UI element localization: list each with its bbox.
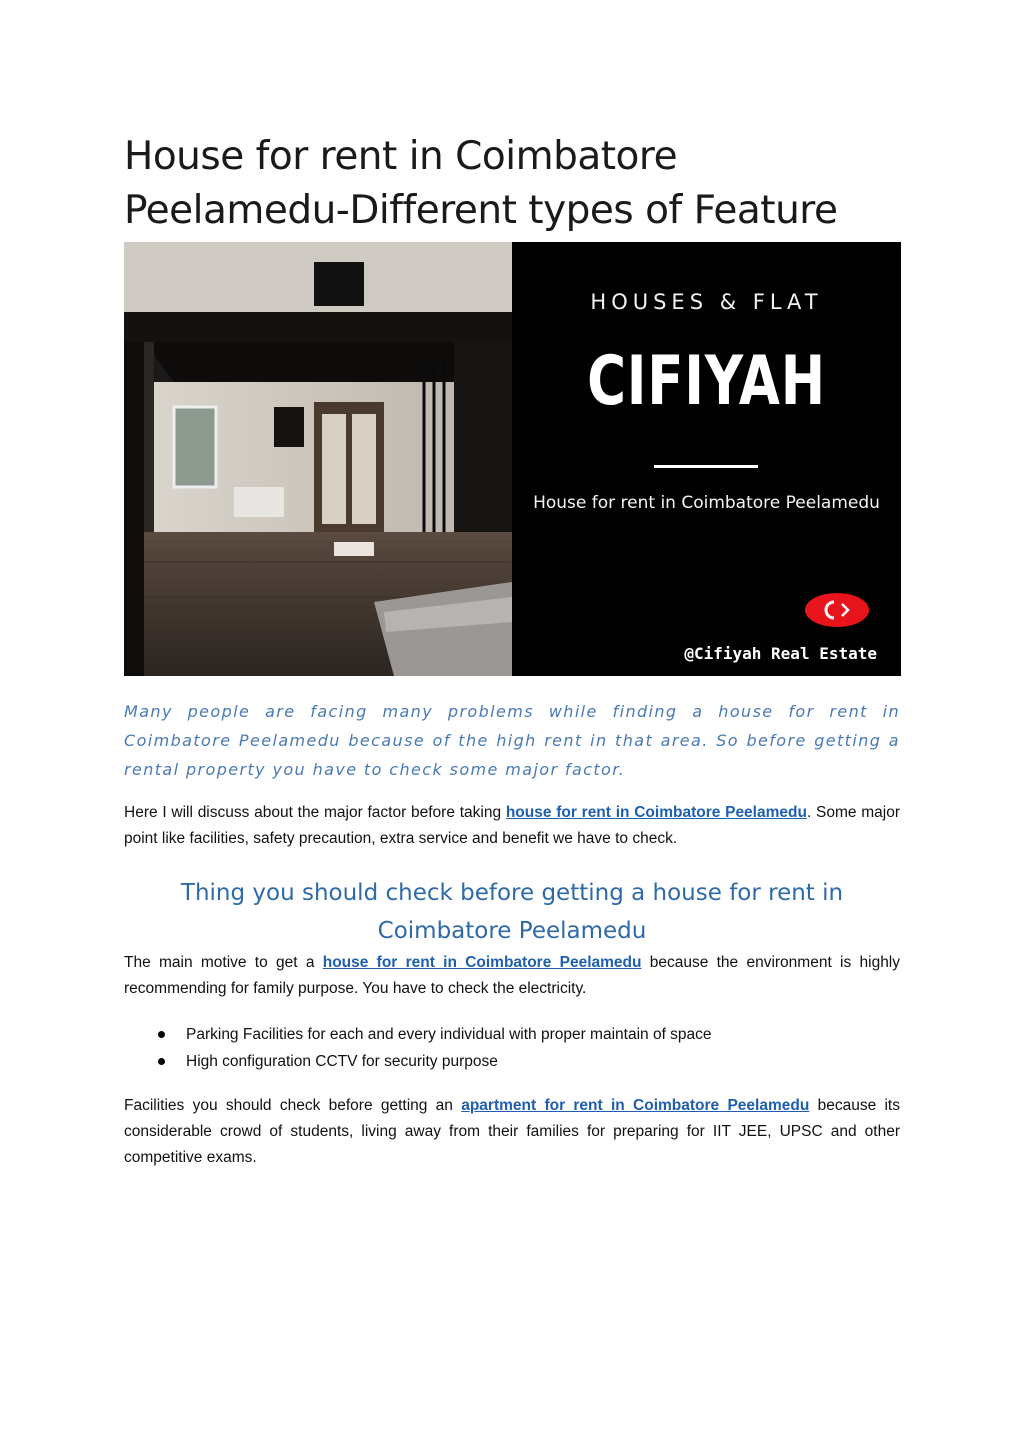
banner-divider <box>654 465 758 468</box>
cifiyah-logo-icon <box>804 592 870 628</box>
hero-image <box>124 242 901 676</box>
paragraph-text: because the environment is highly recommending for family purpose. You have to check the electricity. <box>124 954 901 997</box>
apartment-for-rent-link[interactable]: apartment for rent in Coimbatore Peelamedu <box>461 1097 810 1114</box>
list-item <box>124 1048 900 1075</box>
intro-paragraph: Many people are facing many problems while finding a house for rent in Coimbatore Peelamedu because of the high rent in that area. So before getting a rental property you have to check some major factor. <box>124 702 900 779</box>
paragraph-text: The main motive to get a <box>124 954 323 971</box>
paragraph-text: . Some major point like facilities, safety precaution, extra service and benefit we have to check. <box>124 804 901 847</box>
feature-list <box>124 1021 900 1075</box>
paragraph-text: because its considerable crowd of students, living away from their families for preparing for IIT JEE, UPSC and other competitive exams. <box>124 1097 900 1166</box>
paragraph-facilities <box>124 1093 900 1171</box>
bullet-icon <box>158 1031 165 1038</box>
list-item-text: Parking Facilities for each and every individual with proper maintain of space <box>186 1026 712 1043</box>
banner-kicker: HOUSES & FLAT <box>590 290 823 314</box>
banner-handle: @Cifiyah Real Estate <box>684 644 877 663</box>
section-heading: Thing you should check before getting a house for rent in Coimbatore Peelamedu <box>180 880 844 944</box>
paragraph-factors <box>124 800 900 852</box>
list-item-text: High configuration CCTV for security purpose <box>186 1053 498 1070</box>
house-for-rent-link[interactable]: house for rent in Coimbatore Peelamedu <box>505 804 807 821</box>
banner-brand-name: CIFIYAH <box>587 342 826 421</box>
bullet-icon <box>158 1058 165 1065</box>
paragraph-text: Facilities you should check before getting an <box>124 1097 462 1114</box>
house-for-rent-link[interactable]: house for rent in Coimbatore Peelamedu <box>322 954 642 971</box>
cifiyah-banner <box>512 242 901 676</box>
banner-caption: House for rent in Coimbatore Peelamedu <box>533 493 880 513</box>
page-title: House for rent in Coimbatore Peelamedu-Different types of Feature <box>124 134 838 233</box>
paragraph-text: Here I will discuss about the major factor before taking <box>124 804 506 821</box>
interior-photo <box>124 242 512 676</box>
paragraph-motive <box>124 950 900 1002</box>
list-item <box>124 1021 900 1048</box>
